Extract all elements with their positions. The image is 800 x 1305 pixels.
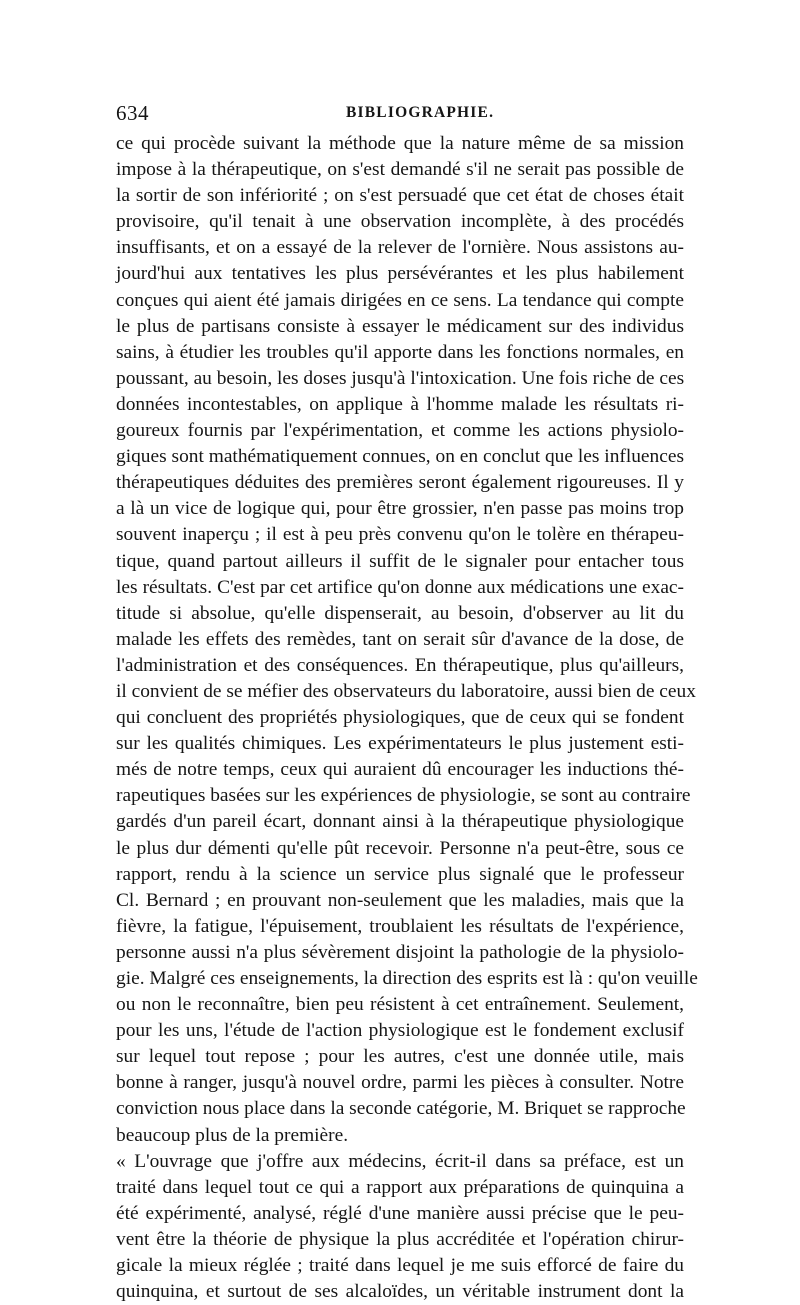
text-line: gie. Malgré ces enseignements, la direction des esprits est là : qu'on veuille [116,968,698,989]
text-line: l'administration et des conséquences. En thérapeutique, plus qu'ailleurs, [116,654,684,676]
text-line: sains, à étudier les troubles qu'il apporte dans les fonctions normales, en [116,341,684,363]
text-line: conçues qui aient été jamais dirigées en ce sens. La tendance qui compte [116,289,684,311]
text-line: malade les effets des remèdes, tant on serait sûr d'avance de la dose, de [116,628,684,650]
text-line: il convient de se méfier des observateurs du laboratoire, aussi bien de ceux [116,680,696,702]
text-line: titude si absolue, qu'elle dispenserait, au besoin, d'observer au lit du [116,602,684,624]
text-line: sur lequel tout repose ; pour les autres, c'est une donnée utile, mais [116,1046,684,1068]
text-line: personne aussi n'a plus sévèrement disjoint la pathologie de la physiolo- [116,941,684,963]
page-header [116,101,686,127]
paragraph-end-line: beaucoup plus de la première. [116,1124,349,1146]
text-line: ce qui procède suivant la méthode que la nature même de sa mission [116,133,684,154]
text-line: tique, quand partout ailleurs il suffit de le signaler pour entacher tous [116,550,684,572]
text-line: poussant, au besoin, les doses jusqu'à l'intoxication. Une fois riche de ces [116,367,685,389]
text-line: impose à la thérapeutique, on s'est demandé s'il ne serait pas possible de [116,159,684,181]
page-number: 634 [116,101,149,125]
text-line: sur les qualités chimiques. Les expérimentateurs le plus justement esti- [116,733,684,755]
text-line: ou non le reconnaître, bien peu résistent à cet entraînement. Seulement, [116,994,684,1016]
text-line: provisoire, qu'il tenait à une observation incomplète, à des procédés [116,211,684,233]
text-line: fièvre, la fatigue, l'épuisement, troublaient les résultats de l'expérience, [116,915,684,937]
text-line: jourd'hui aux tentatives les plus persévérantes et les plus habilement [116,263,684,285]
text-line: le plus dur démenti qu'elle pût recevoir. Personne n'a peut-être, sous ce [116,837,684,859]
text-line: thérapeutiques déduites des premières seront également rigoureuses. Il y [116,472,684,494]
running-title: BIBLIOGRAPHIE. [346,104,495,121]
text-line: la sortir de son infériorité ; on s'est persuadé que cet état de choses était [116,185,684,207]
text-line: goureux fournis par l'expérimentation, et comme les actions physiolo- [116,420,684,442]
text-line: gicale la mieux réglée ; traité dans lequel je me suis efforcé de faire du [116,1255,684,1277]
text-line: les résultats. C'est par cet artifice qu'on donne aux médications une exac- [116,576,684,598]
text-line: pour les uns, l'étude de l'action physiologique est le fondement exclusif [116,1020,684,1042]
text-line: Cl. Bernard ; en prouvant non-seulement que les maladies, mais que la [116,889,684,911]
text-line: été expérimenté, analysé, réglé d'une manière aussi précise que le peu- [116,1202,684,1224]
text-line: quinquina, et surtout de ses alcaloïdes, un véritable instrument dont la [116,1281,684,1303]
text-line: rapport, rendu à la science un service plus signalé que le professeur [116,863,684,885]
text-line: bonne à ranger, jusqu'à nouvel ordre, parmi les pièces à consulter. Notre [116,1072,684,1094]
text-line: rapeutiques basées sur les expériences de physiologie, se sont au contraire [116,785,691,807]
text-line: données incontestables, on applique à l'homme malade les résultats ri- [116,393,684,415]
quote-start-line: « L'ouvrage que j'offre aux médecins, écrit-il dans sa préface, est un [116,1150,684,1172]
body-text [116,131,698,1305]
text-line: a là un vice de logique qui, pour être grossier, n'en passe pas moins trop [116,498,684,520]
text-line: souvent inaperçu ; il est à peu près convenu qu'on le tolère en thérapeu- [116,524,684,546]
text-line: més de notre temps, ceux qui auraient dû encourager les inductions thé- [116,759,684,781]
text-line: traité dans lequel tout ce qui a rapport aux préparations de quinquina a [116,1176,684,1198]
text-line: conviction nous place dans la seconde catégorie, M. Briquet se rapproche [116,1098,686,1120]
text-line: gardés d'un pareil écart, donnant ainsi à la thérapeutique physiologique [116,811,684,833]
text-line: giques sont mathématiquement connues, on en conclut que les influences [116,446,684,468]
text-line: le plus de partisans consiste à essayer le médicament sur des individus [116,315,684,337]
text-line: vent être la théorie de physique la plus accréditée et l'opération chirur- [116,1228,684,1250]
text-line: qui concluent des propriétés physiologiques, que de ceux qui se fondent [116,707,684,729]
text-line: insuffisants, et on a essayé de la relever de l'ornière. Nous assistons au- [116,237,684,259]
